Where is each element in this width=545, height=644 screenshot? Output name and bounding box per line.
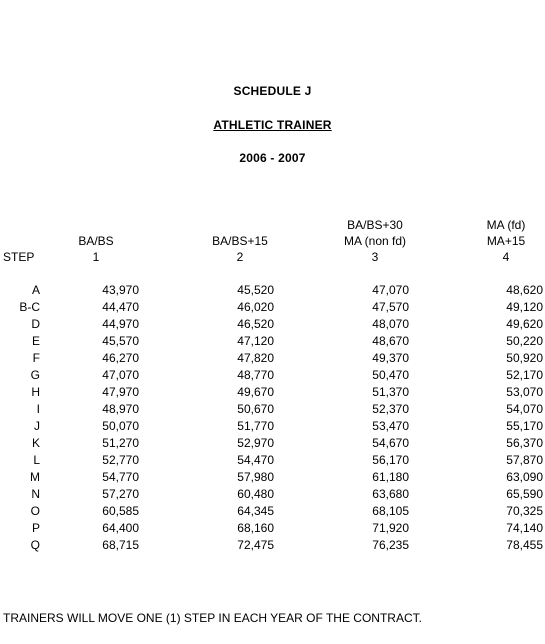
salary-col2: 52,970 xyxy=(237,436,274,450)
salary-col2: 57,980 xyxy=(237,470,274,484)
step-label: F xyxy=(32,351,40,365)
salary-col1: 48,970 xyxy=(102,402,139,416)
col4-header-line1: MA (fd) xyxy=(486,218,526,232)
salary-col2: 49,670 xyxy=(237,385,274,399)
salary-col1: 68,715 xyxy=(102,538,139,552)
position-title: ATHLETIC TRAINER xyxy=(213,118,332,132)
salary-col1: 64,400 xyxy=(102,521,139,535)
salary-col1: 44,970 xyxy=(102,317,139,331)
table-row xyxy=(0,418,545,435)
table-row xyxy=(0,503,545,520)
salary-col3: 76,235 xyxy=(372,538,409,552)
salary-col1: 52,770 xyxy=(102,453,139,467)
table-row xyxy=(0,452,545,469)
salary-col1: 47,070 xyxy=(102,368,139,382)
salary-col1: 47,970 xyxy=(102,385,139,399)
col2-header xyxy=(200,233,280,265)
salary-col3: 61,180 xyxy=(372,470,409,484)
step-label: I xyxy=(36,402,40,416)
salary-col1: 57,270 xyxy=(102,487,139,501)
step-label: B-C xyxy=(19,300,40,314)
salary-col3: 56,170 xyxy=(372,453,409,467)
col1-header-line1: BA/BS xyxy=(78,234,114,248)
year-range: 2006 - 2007 xyxy=(239,151,306,165)
salary-col3: 48,670 xyxy=(372,334,409,348)
salary-col4: 74,140 xyxy=(506,521,543,535)
salary-col3: 47,570 xyxy=(372,300,409,314)
salary-col4: 50,920 xyxy=(506,351,543,365)
salary-col2: 47,120 xyxy=(237,334,274,348)
schedule-title: SCHEDULE J xyxy=(233,84,312,98)
salary-col3: 47,070 xyxy=(372,283,409,297)
col1-header xyxy=(56,233,136,265)
salary-col4: 65,590 xyxy=(506,487,543,501)
salary-col2: 54,470 xyxy=(237,453,274,467)
salary-col4: 49,620 xyxy=(506,317,543,331)
salary-col3: 68,105 xyxy=(372,504,409,518)
salary-col2: 50,670 xyxy=(237,402,274,416)
salary-col4: 78,455 xyxy=(506,538,543,552)
step-label: M xyxy=(30,470,40,484)
col3-header-line1: BA/BS+30 xyxy=(347,218,403,232)
table-row xyxy=(0,469,545,486)
salary-col4: 55,170 xyxy=(506,419,543,433)
salary-col3: 49,370 xyxy=(372,351,409,365)
step-label: A xyxy=(31,283,40,297)
salary-col4: 56,370 xyxy=(506,436,543,450)
table-row xyxy=(0,316,545,333)
salary-col4: 49,120 xyxy=(506,300,543,314)
salary-col2: 60,480 xyxy=(237,487,274,501)
salary-col3: 54,670 xyxy=(372,436,409,450)
step-label: J xyxy=(34,419,40,433)
salary-col4: 63,090 xyxy=(506,470,543,484)
salary-col3: 71,920 xyxy=(372,521,409,535)
salary-col2: 48,770 xyxy=(237,368,274,382)
salary-col2: 46,520 xyxy=(237,317,274,331)
salary-col3: 63,680 xyxy=(372,487,409,501)
step-header: STEP xyxy=(3,250,35,264)
salary-col4: 57,870 xyxy=(506,453,543,467)
step-label: E xyxy=(31,334,40,348)
salary-col4: 48,620 xyxy=(506,283,543,297)
table-row xyxy=(0,282,545,299)
step-label: D xyxy=(31,317,40,331)
table-row xyxy=(0,401,545,418)
step-label: O xyxy=(30,504,40,518)
salary-col1: 44,470 xyxy=(102,300,139,314)
salary-col3: 50,470 xyxy=(372,368,409,382)
salary-col4: 53,070 xyxy=(506,385,543,399)
step-label: G xyxy=(30,368,40,382)
step-label: Q xyxy=(30,538,40,552)
salary-col2: 64,345 xyxy=(237,504,274,518)
table-row xyxy=(0,299,545,316)
salary-col1: 45,570 xyxy=(102,334,139,348)
table-row xyxy=(0,537,545,554)
table-row xyxy=(0,350,545,367)
salary-col1: 60,585 xyxy=(102,504,139,518)
step-label: K xyxy=(31,436,40,450)
step-label: L xyxy=(33,453,40,467)
salary-col4: 54,070 xyxy=(506,402,543,416)
salary-col2: 45,520 xyxy=(237,283,274,297)
col1-header-number: 1 xyxy=(92,250,100,264)
step-label: H xyxy=(31,385,40,399)
col2-header-number: 2 xyxy=(236,250,244,264)
salary-col4: 50,220 xyxy=(506,334,543,348)
step-label: P xyxy=(31,521,40,535)
col4-header-line2: MA+15 xyxy=(486,234,526,248)
table-row xyxy=(0,367,545,384)
table-row xyxy=(0,384,545,401)
salary-col1: 46,270 xyxy=(102,351,139,365)
col3-header xyxy=(330,217,420,265)
salary-col1: 50,070 xyxy=(102,419,139,433)
salary-col2: 46,020 xyxy=(237,300,274,314)
salary-col1: 54,770 xyxy=(102,470,139,484)
salary-col4: 70,325 xyxy=(506,504,543,518)
col4-header-number: 4 xyxy=(502,250,510,264)
col3-header-line2: MA (non fd) xyxy=(343,234,407,248)
table-row xyxy=(0,520,545,537)
col4-header xyxy=(466,217,545,265)
salary-col1: 43,970 xyxy=(102,283,139,297)
salary-col3: 51,370 xyxy=(372,385,409,399)
salary-col4: 52,170 xyxy=(506,368,543,382)
footer-note: TRAINERS WILL MOVE ONE (1) STEP IN EACH YEAR OF THE CONTRACT. xyxy=(3,611,422,625)
salary-col2: 68,160 xyxy=(237,521,274,535)
step-label: N xyxy=(31,487,40,501)
table-row xyxy=(0,435,545,452)
col2-header-line1: BA/BS+15 xyxy=(212,234,268,248)
salary-col3: 48,070 xyxy=(372,317,409,331)
table-row xyxy=(0,333,545,350)
salary-col2: 72,475 xyxy=(237,538,274,552)
salary-col3: 53,470 xyxy=(372,419,409,433)
salary-col3: 52,370 xyxy=(372,402,409,416)
table-row xyxy=(0,486,545,503)
salary-col2: 51,770 xyxy=(237,419,274,433)
salary-col2: 47,820 xyxy=(237,351,274,365)
salary-col1: 51,270 xyxy=(102,436,139,450)
col3-header-number: 3 xyxy=(371,250,379,264)
